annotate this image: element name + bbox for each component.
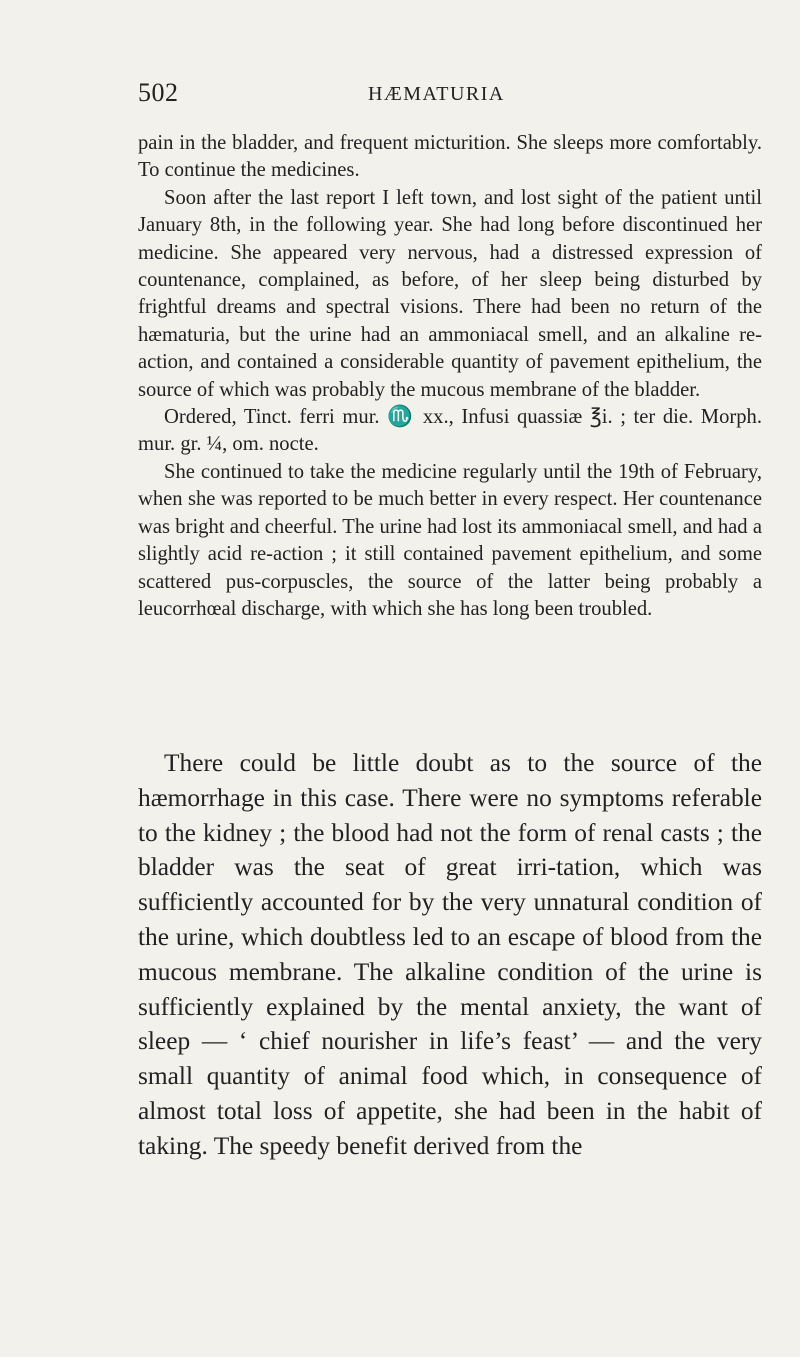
case-notes [138,130,762,623]
commentary [138,746,762,1164]
paragraph: She continued to take the medicine regularly until the 19th of February, when she was reported to be much better in every respect. Her countenance was bright and cheerful. The urine had lost its ammoniacal smell, and had a slightly acid re-action ; it still contained pavement epithelium, and some scattered pus-corpuscles, the source of the latter being probably a leucorrhœal discharge, with which she has long been troubled. [138,460,762,620]
paragraph: pain in the bladder, and frequent micturition. She sleeps more comfortably. To continue the medicines. [138,132,762,182]
paragraph: Soon after the last report I left town, and lost sight of the patient until January 8th, in the following year. She had long before discontinued her medicine. She appeared very nervous, had a distressed expression of countenance, complained, as before, of her sleep being disturbed by frightful dreams and spectral visions. There had been no return of the hæmaturia, but the urine had an ammoniacal smell, and an alkaline re-action, and contained a considerable quantity of pavement epithelium, the source of which was probably the mucous membrane of the bladder. [138,186,762,401]
page-header [138,78,762,108]
paragraph: There could be little doubt as to the source of the hæmorrhage in this case. There were no symptoms referable to the kidney ; the blood had not the form of renal casts ; the bladder was the seat of great irri-tation, which was sufficiently accounted for by the very unnatural condition of the urine, which doubtless led to an escape of blood from the mucous membrane. The alkaline condition of the urine is sufficiently explained by the mental anxiety, the want of sleep — ‘ chief nourisher in life’s feast’ — and the very small quantity of animal food which, in consequence of almost total loss of appetite, she had been in the habit of taking. The speedy benefit derived from the [138,749,762,1160]
page-number: 502 [138,78,179,107]
running-head: HÆMATURIA [368,83,505,105]
paragraph: Ordered, Tinct. ferri mur. ♏ xx., Infusi quassiæ ℥i. ; ter die. Morph. mur. gr. ¼, om. nocte. [138,406,762,456]
